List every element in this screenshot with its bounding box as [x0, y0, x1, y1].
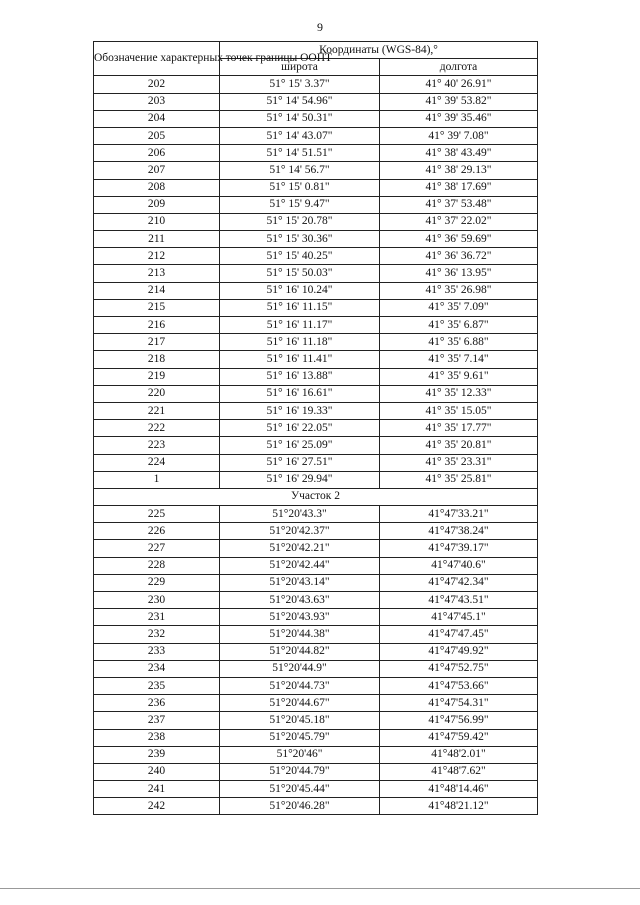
- latitude-cell: 51°20'44.38": [220, 626, 380, 643]
- point-id-cell: 234: [94, 660, 220, 677]
- longitude-cell: 41° 35' 7.14": [380, 351, 538, 368]
- table-row: [94, 231, 538, 248]
- longitude-cell: 41° 38' 43.49": [380, 145, 538, 162]
- table-row: [94, 471, 538, 488]
- longitude-cell: 41°47'54.31": [380, 695, 538, 712]
- table-row: [94, 643, 538, 660]
- longitude-cell: 41°47'59.42": [380, 729, 538, 746]
- section-row: [94, 488, 538, 505]
- point-id-cell: 224: [94, 454, 220, 471]
- table-row: [94, 299, 538, 316]
- point-id-cell: 213: [94, 265, 220, 282]
- table-row: [94, 677, 538, 694]
- longitude-cell: 41° 36' 36.72": [380, 248, 538, 265]
- page-number: 9: [317, 20, 323, 34]
- latitude-cell: 51° 14' 51.51": [220, 145, 380, 162]
- longitude-cell: 41° 39' 53.82": [380, 93, 538, 110]
- longitude-cell: 41° 35' 7.09": [380, 299, 538, 316]
- table-body-part2: [94, 506, 538, 815]
- longitude-cell: 41° 35' 12.33": [380, 385, 538, 402]
- latitude-cell: 51° 15' 40.25": [220, 248, 380, 265]
- latitude-cell: 51° 15' 50.03": [220, 265, 380, 282]
- latitude-cell: 51°20'43.3": [220, 506, 380, 523]
- point-id-cell: 228: [94, 557, 220, 574]
- latitude-cell: 51° 15' 3.37": [220, 76, 380, 93]
- longitude-cell: 41°47'52.75": [380, 660, 538, 677]
- table-row: [94, 368, 538, 385]
- table-row: [94, 712, 538, 729]
- table-row: [94, 351, 538, 368]
- point-id-cell: 219: [94, 368, 220, 385]
- point-id-cell: 209: [94, 196, 220, 213]
- point-id-cell: 203: [94, 93, 220, 110]
- point-id-cell: 233: [94, 643, 220, 660]
- longitude-cell: 41° 35' 25.81": [380, 471, 538, 488]
- longitude-cell: 41°47'39.17": [380, 540, 538, 557]
- point-id-cell: 210: [94, 213, 220, 230]
- point-id-cell: 211: [94, 231, 220, 248]
- table-row: [94, 76, 538, 93]
- point-id-cell: 241: [94, 781, 220, 798]
- point-id-cell: 225: [94, 506, 220, 523]
- longitude-cell: 41° 38' 17.69": [380, 179, 538, 196]
- point-id-cell: 222: [94, 420, 220, 437]
- longitude-cell: 41° 36' 59.69": [380, 231, 538, 248]
- longitude-cell: 41° 39' 35.46": [380, 110, 538, 127]
- longitude-cell: 41°48'21.12": [380, 798, 538, 815]
- longitude-cell: 41°47'49.92": [380, 643, 538, 660]
- longitude-cell: 41°48'14.46": [380, 781, 538, 798]
- latitude-cell: 51°20'44.79": [220, 763, 380, 780]
- table-row: [94, 213, 538, 230]
- longitude-cell: 41°47'42.34": [380, 574, 538, 591]
- longitude-cell: 41° 36' 13.95": [380, 265, 538, 282]
- latitude-cell: 51° 16' 27.51": [220, 454, 380, 471]
- latitude-cell: 51°20'42.37": [220, 523, 380, 540]
- table-row: [94, 729, 538, 746]
- latitude-cell: 51° 16' 19.33": [220, 402, 380, 419]
- table-row: [94, 179, 538, 196]
- longitude-cell: 41°47'40.6": [380, 557, 538, 574]
- longitude-column-header: долгота: [380, 59, 538, 76]
- coordinates-table: [93, 41, 538, 815]
- point-id-cell: 206: [94, 145, 220, 162]
- latitude-cell: 51° 16' 22.05": [220, 420, 380, 437]
- longitude-cell: 41°47'45.1": [380, 609, 538, 626]
- point-id-cell: 236: [94, 695, 220, 712]
- point-id-cell: 235: [94, 677, 220, 694]
- latitude-cell: 51°20'43.93": [220, 609, 380, 626]
- table-header: [94, 42, 538, 76]
- longitude-cell: 41° 40' 26.91": [380, 76, 538, 93]
- latitude-cell: 51° 16' 10.24": [220, 282, 380, 299]
- latitude-cell: 51°20'46": [220, 746, 380, 763]
- longitude-cell: 41° 35' 15.05": [380, 402, 538, 419]
- latitude-cell: 51°20'43.14": [220, 574, 380, 591]
- longitude-cell: 41° 35' 26.98": [380, 282, 538, 299]
- longitude-cell: 41° 35' 6.87": [380, 317, 538, 334]
- point-id-cell: 238: [94, 729, 220, 746]
- table-row: [94, 385, 538, 402]
- table-section: [94, 488, 538, 505]
- table-row: [94, 523, 538, 540]
- longitude-cell: 41°47'56.99": [380, 712, 538, 729]
- table-row: [94, 437, 538, 454]
- latitude-cell: 51° 14' 54.96": [220, 93, 380, 110]
- latitude-cell: 51° 16' 29.94": [220, 471, 380, 488]
- longitude-cell: 41°47'33.21": [380, 506, 538, 523]
- latitude-cell: 51°20'44.73": [220, 677, 380, 694]
- point-id-cell: 217: [94, 334, 220, 351]
- table-row: [94, 540, 538, 557]
- latitude-cell: 51° 15' 0.81": [220, 179, 380, 196]
- latitude-cell: 51°20'42.21": [220, 540, 380, 557]
- section-label: Участок 2: [94, 488, 538, 505]
- point-id-cell: 239: [94, 746, 220, 763]
- point-id-cell: 229: [94, 574, 220, 591]
- bottom-divider: [0, 888, 640, 889]
- latitude-cell: 51°20'44.82": [220, 643, 380, 660]
- table-row: [94, 265, 538, 282]
- point-id-cell: 1: [94, 471, 220, 488]
- latitude-column-header: широта: [220, 59, 380, 76]
- table-row: [94, 127, 538, 144]
- point-id-cell: 227: [94, 540, 220, 557]
- point-id-cell: 218: [94, 351, 220, 368]
- longitude-cell: 41° 35' 20.81": [380, 437, 538, 454]
- latitude-cell: 51° 14' 56.7": [220, 162, 380, 179]
- table-row: [94, 145, 538, 162]
- table-row: [94, 162, 538, 179]
- table-row: [94, 334, 538, 351]
- longitude-cell: 41°48'2.01": [380, 746, 538, 763]
- latitude-cell: 51°20'45.79": [220, 729, 380, 746]
- table-body-part1: [94, 76, 538, 489]
- latitude-cell: 51° 16' 11.41": [220, 351, 380, 368]
- table-row: [94, 695, 538, 712]
- longitude-cell: 41° 35' 9.61": [380, 368, 538, 385]
- table-row: [94, 317, 538, 334]
- latitude-cell: 51° 16' 11.18": [220, 334, 380, 351]
- latitude-cell: 51° 16' 11.15": [220, 299, 380, 316]
- table-row: [94, 196, 538, 213]
- longitude-cell: 41°47'43.51": [380, 592, 538, 609]
- latitude-cell: 51°20'45.44": [220, 781, 380, 798]
- point-id-cell: 207: [94, 162, 220, 179]
- latitude-cell: 51°20'43.63": [220, 592, 380, 609]
- point-id-cell: 208: [94, 179, 220, 196]
- table-row: [94, 626, 538, 643]
- table-row: [94, 609, 538, 626]
- table-row: [94, 402, 538, 419]
- table-row: [94, 420, 538, 437]
- latitude-cell: 51° 16' 13.88": [220, 368, 380, 385]
- point-id-cell: 231: [94, 609, 220, 626]
- point-id-cell: 237: [94, 712, 220, 729]
- latitude-cell: 51° 16' 16.61": [220, 385, 380, 402]
- table-row: [94, 574, 538, 591]
- table-row: [94, 746, 538, 763]
- latitude-cell: 51° 16' 25.09": [220, 437, 380, 454]
- table-row: [94, 592, 538, 609]
- point-id-cell: 230: [94, 592, 220, 609]
- point-id-cell: 221: [94, 402, 220, 419]
- table-row: [94, 763, 538, 780]
- longitude-cell: 41° 37' 53.48": [380, 196, 538, 213]
- point-id-cell: 220: [94, 385, 220, 402]
- table-row: [94, 248, 538, 265]
- longitude-cell: 41°47'38.24": [380, 523, 538, 540]
- latitude-cell: 51°20'44.9": [220, 660, 380, 677]
- longitude-cell: 41° 35' 17.77": [380, 420, 538, 437]
- table-row: [94, 798, 538, 815]
- point-id-cell: 240: [94, 763, 220, 780]
- table-row: [94, 506, 538, 523]
- table-row: [94, 454, 538, 471]
- longitude-cell: 41° 35' 23.31": [380, 454, 538, 471]
- latitude-cell: 51°20'42.44": [220, 557, 380, 574]
- latitude-cell: 51° 15' 20.78": [220, 213, 380, 230]
- longitude-cell: 41° 35' 6.88": [380, 334, 538, 351]
- table-row: [94, 93, 538, 110]
- point-id-cell: 212: [94, 248, 220, 265]
- latitude-cell: 51°20'44.67": [220, 695, 380, 712]
- longitude-cell: 41° 38' 29.13": [380, 162, 538, 179]
- latitude-cell: 51° 14' 43.07": [220, 127, 380, 144]
- latitude-cell: 51° 16' 11.17": [220, 317, 380, 334]
- latitude-cell: 51°20'46.28": [220, 798, 380, 815]
- point-id-cell: 242: [94, 798, 220, 815]
- point-column-header: Обозначение характерных точек границы ООПТ: [94, 42, 220, 76]
- table-row: [94, 660, 538, 677]
- point-id-cell: 202: [94, 76, 220, 93]
- coordinates-column-header: Координаты (WGS-84),°: [220, 42, 538, 59]
- point-id-cell: 214: [94, 282, 220, 299]
- table-row: [94, 110, 538, 127]
- point-id-cell: 216: [94, 317, 220, 334]
- latitude-cell: 51° 14' 50.31": [220, 110, 380, 127]
- longitude-cell: 41°48'7.62": [380, 763, 538, 780]
- longitude-cell: 41° 39' 7.08": [380, 127, 538, 144]
- longitude-cell: 41°47'53.66": [380, 677, 538, 694]
- table-row: [94, 781, 538, 798]
- point-id-cell: 215: [94, 299, 220, 316]
- table-row: [94, 282, 538, 299]
- point-id-cell: 226: [94, 523, 220, 540]
- table-row: [94, 557, 538, 574]
- longitude-cell: 41° 37' 22.02": [380, 213, 538, 230]
- point-id-cell: 232: [94, 626, 220, 643]
- point-id-cell: 223: [94, 437, 220, 454]
- point-id-cell: 204: [94, 110, 220, 127]
- latitude-cell: 51°20'45.18": [220, 712, 380, 729]
- point-id-cell: 205: [94, 127, 220, 144]
- longitude-cell: 41°47'47.45": [380, 626, 538, 643]
- latitude-cell: 51° 15' 30.36": [220, 231, 380, 248]
- latitude-cell: 51° 15' 9.47": [220, 196, 380, 213]
